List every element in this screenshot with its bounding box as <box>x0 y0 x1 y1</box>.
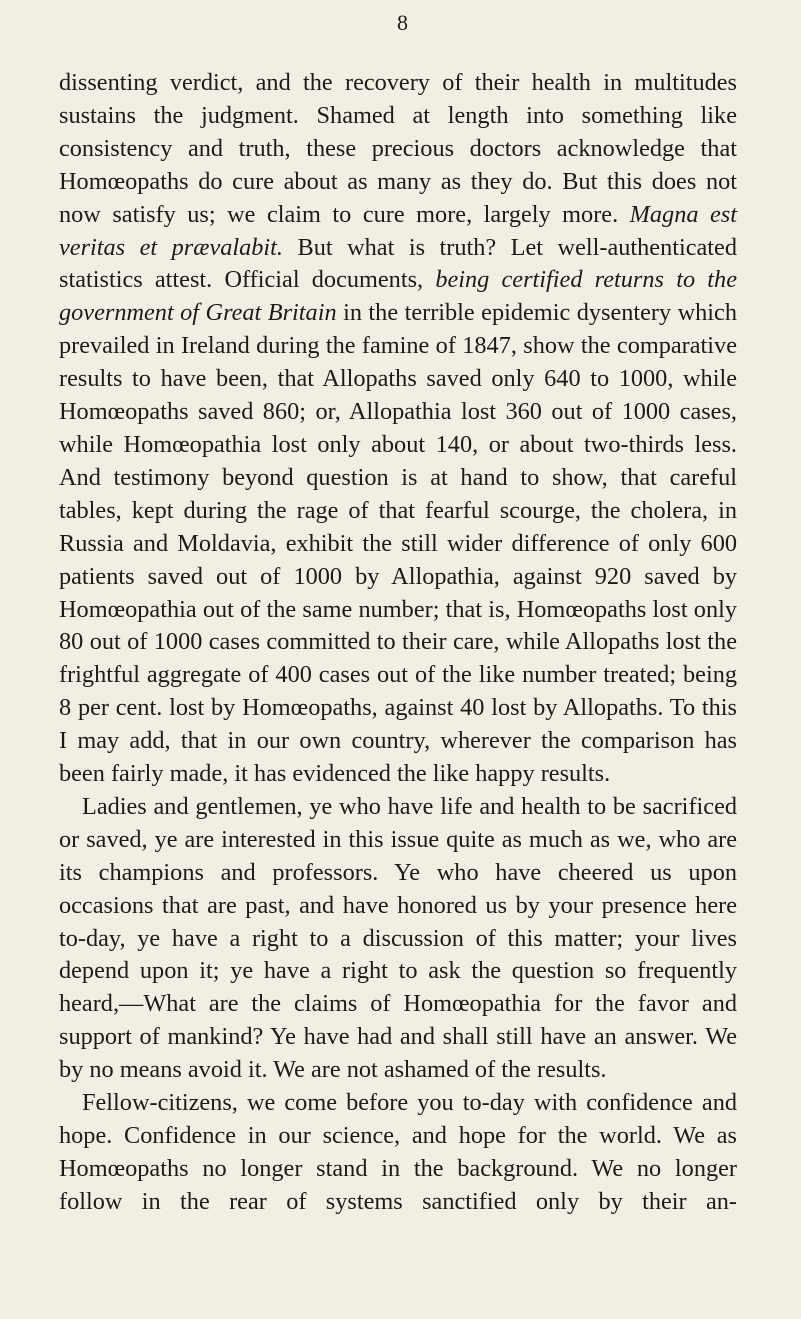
latin-quote: Magna est veritas et prævalabit. <box>59 200 737 261</box>
text-segment: Fellow-citizens, we come before you to-day with confidence and hope. Confidence in our science, and hope for the world. We as Homœopaths no longer stand in the background. We no longer follow in the rear of systems sanctified only by their an- <box>59 1089 737 1215</box>
text-segment: in the terrible epidemic dysentery which prevailed in Ireland during the famine of 1847, show the comparative results to have been, that Allopaths saved only 640 to 1000, while Homœopaths saved 860; or, Allopathia lost 360 out of 1000 cases, while Homœopathia lost only about 140, or about two-thirds less. And testimony beyond question is at hand to show, that careful tables, kept during the rage of that fearful scourge, the cholera, in Russia and Moldavia, exhibit the still wider difference of only 600 patients saved out of 1000 by Allopathia, against 920 saved by Homœopathia out of the same number; that is, Homœopaths lost only 80 out of 1000 cases committed to their care, while Allopaths lost the frightful aggregate of 400 cases out of the like number treated; being 8 per cent. lost by Homœopaths, against 40 lost by Allopaths. To this I may add, that in our own country, wherever the comparison has been fairly made, it has evidenced the like happy results. <box>59 299 737 788</box>
text-segment: But what is truth? Let well-authenticated statistics attest. Official documents, <box>59 233 737 294</box>
body-text <box>59 67 737 1219</box>
text-segment: dissenting verdict, and the recovery of their health in multitudes sustains the judgment. Shamed at length into something like consistency and truth, these precious doctors acknowledge that Homœopaths do cure about as many as they do. But this does not now satisfy us; we claim to cure more, largely more. <box>59 69 737 228</box>
paragraph-statistics <box>59 67 737 791</box>
paragraph-ladies-gentlemen <box>59 791 737 1087</box>
text-segment: Ladies and gentlemen, ye who have life and health to be sacrificed or saved, ye are interested in this issue quite as much as we, who are its champions and professors. Ye who have cheered us upon occasions that are past, and have honored us by your presence here to-day, ye have a right to a discussion of this matter; your lives depend upon it; ye have a right to ask the question so frequently heard,—What are the claims of Homœopathia for the favor and support of mankind? Ye have had and shall still have an answer. We by no means avoid it. We are not ashamed of the results. <box>59 792 737 1084</box>
paragraph-fellow-citizens <box>59 1087 737 1219</box>
page-number: 8 <box>397 10 408 35</box>
italic-phrase: being certified returns to the government of Great Britain <box>59 266 737 327</box>
